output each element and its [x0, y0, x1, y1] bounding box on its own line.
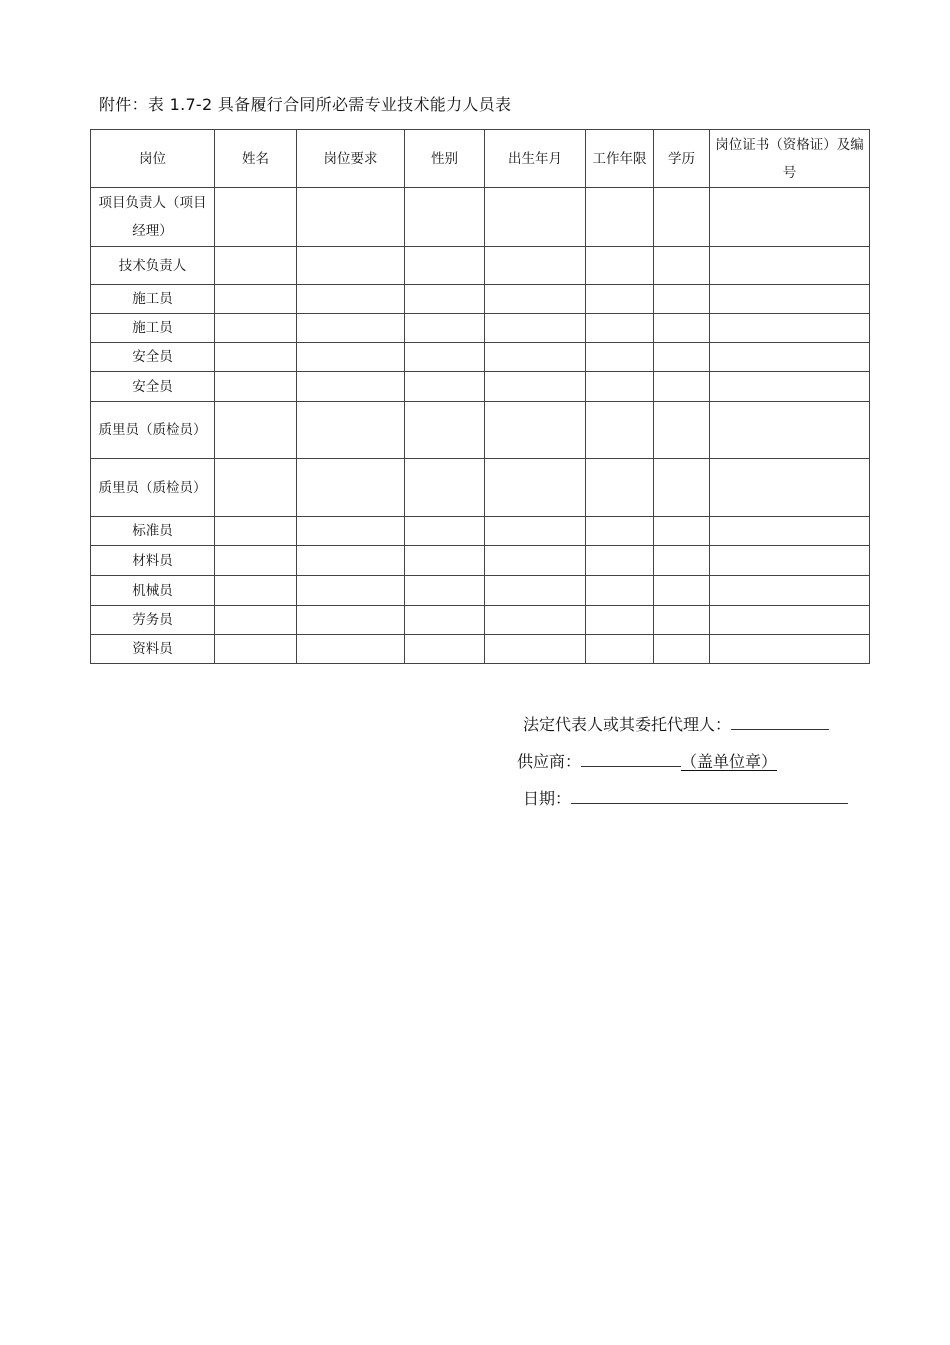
personnel-table [90, 129, 870, 664]
education-cell[interactable] [654, 606, 710, 635]
certificate-cell[interactable] [710, 247, 870, 285]
header-work-years: 工作年限 [586, 130, 654, 188]
work-years-cell[interactable] [586, 285, 654, 314]
work-years-cell[interactable] [586, 576, 654, 606]
birth-date-cell[interactable] [485, 247, 586, 285]
table-row [91, 459, 870, 517]
table-row [91, 402, 870, 459]
requirement-cell[interactable] [297, 606, 405, 635]
table-row [91, 372, 870, 402]
certificate-cell[interactable] [710, 635, 870, 664]
position-cell [91, 517, 215, 546]
birth-date-cell[interactable] [485, 546, 586, 576]
education-cell[interactable] [654, 402, 710, 459]
gender-cell[interactable] [405, 314, 485, 343]
name-cell[interactable] [215, 314, 297, 343]
date-field[interactable] [571, 787, 848, 804]
position-label: 施工员 [132, 291, 173, 307]
position-label: 安全员 [132, 349, 173, 365]
gender-cell[interactable] [405, 576, 485, 606]
work-years-cell[interactable] [586, 188, 654, 247]
education-cell[interactable] [654, 188, 710, 247]
position-label: 质里员（质检员） [98, 422, 207, 438]
work-years-cell[interactable] [586, 247, 654, 285]
name-cell[interactable] [215, 517, 297, 546]
name-cell[interactable] [215, 343, 297, 372]
certificate-cell[interactable] [710, 576, 870, 606]
work-years-cell[interactable] [586, 343, 654, 372]
header-gender: 性别 [405, 130, 485, 188]
education-cell[interactable] [654, 517, 710, 546]
position-cell [91, 459, 215, 517]
work-years-cell[interactable] [586, 372, 654, 402]
position-label: 资料员 [132, 641, 173, 657]
header-education: 学历 [654, 130, 710, 188]
certificate-cell[interactable] [710, 343, 870, 372]
header-position: 岗位 [91, 130, 215, 188]
work-years-cell[interactable] [586, 402, 654, 459]
education-cell[interactable] [654, 576, 710, 606]
education-cell[interactable] [654, 372, 710, 402]
table-row [91, 314, 870, 343]
work-years-cell[interactable] [586, 635, 654, 664]
birth-date-cell[interactable] [485, 372, 586, 402]
date-line [523, 786, 848, 809]
education-cell[interactable] [654, 343, 710, 372]
table-row [91, 188, 870, 247]
header-certificate: 岗位证书（资格证）及编号 [710, 130, 870, 188]
gender-cell[interactable] [405, 635, 485, 664]
gender-cell[interactable] [405, 517, 485, 546]
position-cell [91, 576, 215, 606]
name-cell[interactable] [215, 546, 297, 576]
education-cell[interactable] [654, 546, 710, 576]
requirement-cell[interactable] [297, 372, 405, 402]
table-row [91, 343, 870, 372]
position-cell [91, 188, 215, 247]
requirement-cell[interactable] [297, 402, 405, 459]
work-years-cell[interactable] [586, 459, 654, 517]
position-cell [91, 635, 215, 664]
position-cell [91, 546, 215, 576]
name-cell[interactable] [215, 372, 297, 402]
certificate-cell[interactable] [710, 459, 870, 517]
header-name: 姓名 [215, 130, 297, 188]
gender-cell[interactable] [405, 459, 485, 517]
requirement-cell[interactable] [297, 576, 405, 606]
requirement-cell[interactable] [297, 459, 405, 517]
position-label: 标准员 [132, 523, 173, 539]
gender-cell[interactable] [405, 402, 485, 459]
name-cell[interactable] [215, 576, 297, 606]
requirement-cell[interactable] [297, 343, 405, 372]
representative-signature-field[interactable] [731, 713, 829, 730]
birth-date-cell[interactable] [485, 343, 586, 372]
supplier-line [517, 749, 777, 772]
position-cell [91, 247, 215, 285]
birth-date-cell[interactable] [485, 459, 586, 517]
education-cell[interactable] [654, 635, 710, 664]
name-cell[interactable] [215, 285, 297, 314]
table-row [91, 635, 870, 664]
education-cell[interactable] [654, 247, 710, 285]
certificate-cell[interactable] [710, 285, 870, 314]
education-cell[interactable] [654, 459, 710, 517]
work-years-cell[interactable] [586, 517, 654, 546]
birth-date-cell[interactable] [485, 517, 586, 546]
position-label: 质里员（质检员） [98, 479, 207, 496]
position-label: 劳务员 [132, 612, 173, 628]
table-header-row [91, 130, 870, 188]
name-cell[interactable] [215, 247, 297, 285]
requirement-cell[interactable] [297, 314, 405, 343]
date-label: 日期： [523, 789, 572, 808]
representative-line [523, 712, 829, 735]
position-label: 施工员 [132, 320, 173, 336]
certificate-cell[interactable] [710, 372, 870, 402]
gender-cell[interactable] [405, 188, 485, 247]
work-years-cell[interactable] [586, 606, 654, 635]
position-cell [91, 372, 215, 402]
position-cell [91, 606, 215, 635]
requirement-cell[interactable] [297, 247, 405, 285]
birth-date-cell[interactable] [485, 285, 586, 314]
supplier-name-field[interactable] [581, 750, 681, 767]
certificate-cell[interactable] [710, 188, 870, 247]
supplier-label: 供应商： [517, 752, 582, 771]
table-row [91, 247, 870, 285]
requirement-cell[interactable] [297, 517, 405, 546]
position-label: 机械员 [132, 582, 173, 599]
position-label: 项目负责人（项目经理） [98, 195, 207, 239]
gender-cell[interactable] [405, 343, 485, 372]
birth-date-cell[interactable] [485, 606, 586, 635]
education-cell[interactable] [654, 285, 710, 314]
gender-cell[interactable] [405, 285, 485, 314]
table-row [91, 517, 870, 546]
name-cell[interactable] [215, 459, 297, 517]
work-years-cell[interactable] [586, 546, 654, 576]
position-label: 材料员 [132, 552, 173, 569]
name-cell[interactable] [215, 635, 297, 664]
name-cell[interactable] [215, 402, 297, 459]
education-cell[interactable] [654, 314, 710, 343]
gender-cell[interactable] [405, 372, 485, 402]
requirement-cell[interactable] [297, 188, 405, 247]
certificate-cell[interactable] [710, 314, 870, 343]
certificate-cell[interactable] [710, 517, 870, 546]
certificate-cell[interactable] [710, 546, 870, 576]
position-cell [91, 343, 215, 372]
name-cell[interactable] [215, 188, 297, 247]
birth-date-cell[interactable] [485, 402, 586, 459]
position-cell [91, 285, 215, 314]
gender-cell[interactable] [405, 606, 485, 635]
requirement-cell[interactable] [297, 635, 405, 664]
position-label: 安全员 [132, 378, 173, 395]
work-years-cell[interactable] [586, 314, 654, 343]
position-cell [91, 314, 215, 343]
name-cell[interactable] [215, 606, 297, 635]
certificate-cell[interactable] [710, 402, 870, 459]
requirement-cell[interactable] [297, 285, 405, 314]
birth-date-cell[interactable] [485, 576, 586, 606]
certificate-cell[interactable] [710, 606, 870, 635]
document-title: 附件：表 1.7-2 具备履行合同所必需专业技术能力人员表 [99, 95, 512, 114]
seal-note: （盖单位章） [681, 752, 778, 771]
table-row [91, 606, 870, 635]
position-label: 技术负责人 [118, 257, 187, 274]
birth-date-cell[interactable] [485, 635, 586, 664]
birth-date-cell[interactable] [485, 314, 586, 343]
representative-label: 法定代表人或其委托代理人： [523, 715, 732, 734]
requirement-cell[interactable] [297, 546, 405, 576]
gender-cell[interactable] [405, 247, 485, 285]
birth-date-cell[interactable] [485, 188, 586, 247]
table-row [91, 576, 870, 606]
header-birth-date: 出生年月 [485, 130, 586, 188]
header-requirement: 岗位要求 [297, 130, 405, 188]
position-cell [91, 402, 215, 459]
table-row [91, 546, 870, 576]
table-body [91, 188, 870, 664]
table-row [91, 285, 870, 314]
gender-cell[interactable] [405, 546, 485, 576]
